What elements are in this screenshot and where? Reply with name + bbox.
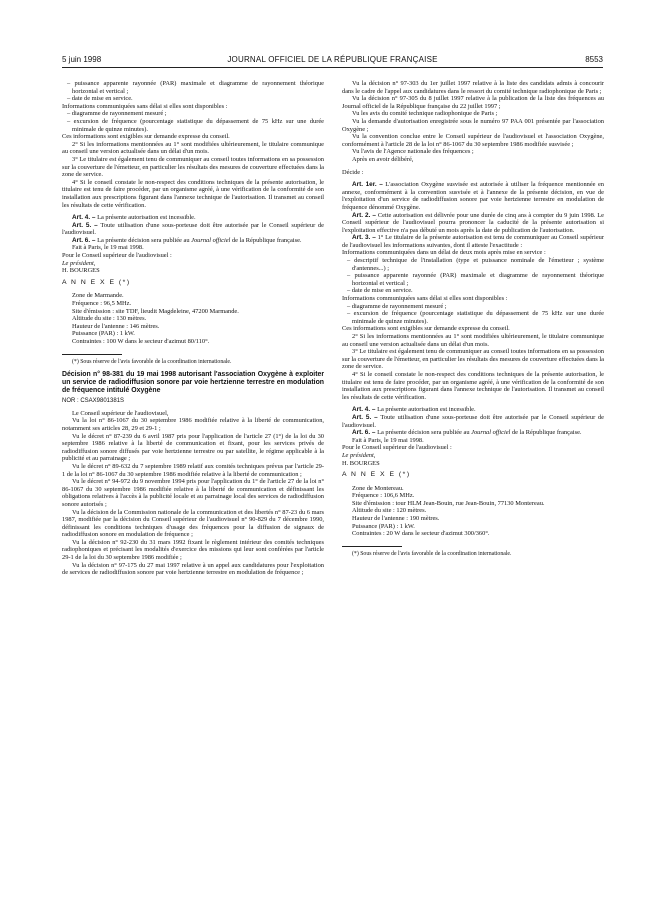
paragraph: Vu le décret n° 94-972 du 9 novembre 1994 pris pour l'application du 1° de l'article 27 de la loi n° 86-1067 du 30 septembre 1986 modifiée relative à la liberté de communication et définissant les obligations relatives à l'accès à la publicité locale et au parrainage local des services de radiodiffusion sonore autorisés ; <box>62 478 324 508</box>
footnote: (*) Sous réserve de l'avis favorable de la coordination internationale. <box>352 550 512 557</box>
paragraph: Vu le décret n° 87-239 du 6 avril 1987 pris pour l'application de l'article 27 (1°) de la loi du 30 septembre 1986 relative à la liberté de communication et fixant, pour les services privés de radiodiffusion sonore diffusés par voie hertzienne terrestre ou par satellite, le régime applicable à la publicité et au parrainage ; <box>62 432 324 463</box>
annexe-line: Puissance (PAR) : 1 kW. <box>72 330 135 338</box>
annexe-line: Hauteur de l'antenne : 146 mètres. <box>72 322 160 330</box>
article-2 <box>342 212 604 235</box>
paragraph: Vu l'avis de l'Agence nationale des fréquences ; <box>352 148 474 156</box>
list-item: – excursion de fréquence (pourcentage statistique du dépassement de 75 kHz sur une durée minimale de quinze minutes). <box>67 117 324 133</box>
paragraph: Vu la décision de la Commission nationale de la communication et des libertés n° 87-23 du 6 mars 1987, modifiée par la décision du Conseil supérieur de l'audiovisuel n° 90-829 du 7 décembre 1990, définissant les conditions techniques d'usage des fréquences pour la diffusion de signaux de radiodiffusion sonore en modulation de fréquence ; <box>62 508 324 539</box>
done-at: Fait à Paris, le 19 mai 1998. <box>352 436 424 444</box>
decide-heading: Décide : <box>342 168 364 176</box>
annexe-line: Zone de Marmande. <box>72 292 124 300</box>
article-label: Art. 4. – <box>72 214 96 222</box>
annexe-line: Puissance (PAR) : 1 kW. <box>352 522 415 530</box>
article-text: La présente décision sera publiée au <box>377 429 472 437</box>
article-6 <box>342 429 604 437</box>
journal-name: Journal officiel <box>471 429 511 437</box>
article-text: de la République française. <box>510 429 582 437</box>
paragraph: Vu le décret n° 89-632 du 7 septembre 1989 relatif aux comités techniques prévus par l'article 29-1 de la loi n° 86-1067 du 30 septembre 1986 modifiée relative à la liberté de communication ; <box>62 462 324 478</box>
annexe-title: A N N E X E (*) <box>342 471 411 479</box>
paragraph: Informations communiquées dans un délai de deux mois après mise en service : <box>342 249 546 257</box>
annexe-line: Contraintes : 100 W dans le secteur d'azimut 80/110°. <box>72 338 210 345</box>
list-item: – puissance apparente rayonnée (PAR) maximale et diagramme de rayonnement théorique horizontal et vertical ; <box>67 80 324 95</box>
header-rule <box>62 67 603 68</box>
annexe-title: A N N E X E (*) <box>62 278 131 286</box>
list-item: – puissance apparente rayonnée (PAR) maximale et diagramme de rayonnement théorique horizontal et vertical ; <box>347 272 604 287</box>
annexe-line: Altitude du site : 130 mètres. <box>72 315 147 323</box>
article-label: Art. 4. – <box>352 406 376 414</box>
paragraph: 3° Le titulaire est également tenu de communiquer au conseil toutes informations en sa possession sur la couverture de l'émetteur, en particulier les résultats des mesures de couverture effectuées dans la zone de service. <box>342 348 604 371</box>
annexe-line: Fréquence : 96,5 MHz. <box>72 300 132 308</box>
list-item: – date de mise en service. <box>347 287 413 295</box>
article-label: Art. 6. – <box>352 429 376 437</box>
paragraph: Ces informations sont exigibles sur demande expresse du conseil. <box>342 325 510 333</box>
paragraph: 4° Si le conseil constate le non-respect des conditions techniques de la présente autorisation, le titulaire est tenu de faire procéder, par un organisme agréé, à une vérification de la conformité de son installation aux prescriptions figurant dans l'annexe technique de l'autorisation. Il transmet au conseil les résultats de cette vérification. <box>342 370 604 401</box>
right-column <box>342 80 604 558</box>
article-text: Cette autorisation est délivrée pour une durée de cinq ans à compter du 9 juin 1998. Le Conseil supérieur de l'audiovisuel pourra prononcer la caducité de la présente autorisation si l'exploitation effective n'a pas débuté un mois après la date de publication de l'autorisation. <box>342 211 604 234</box>
header-page-number: 8553 <box>585 55 603 64</box>
decision-title: Décision n° 98-381 du 19 mai 1998 autorisant l'association Oxygène à exploiter un service de radiodiffusion sonore par voie hertzienne terrestre en modulation de fréquence intitulé Oxygène <box>62 371 324 395</box>
paragraph: Informations communiquées sans délai si elles sont disponibles : <box>342 295 508 303</box>
article-label: Art. 5. – <box>352 413 378 421</box>
paragraph: Le Conseil supérieur de l'audiovisuel, <box>72 409 169 417</box>
annexe-line: Site d'émission : tour HLM Jean-Bouin, rue Jean-Bouin, 77130 Montereau. <box>352 499 545 507</box>
paragraph: Vu la décision n° 97-305 du 8 juillet 1997 relative à la publication de la liste des fréquences au Journal officiel de la République française du 22 juillet 1997 ; <box>342 95 604 110</box>
signature-for: Pour le Conseil supérieur de l'audiovisuel : <box>342 444 452 452</box>
journal-name: Journal officiel <box>191 236 231 244</box>
signature-for: Pour le Conseil supérieur de l'audiovisuel : <box>62 252 172 260</box>
paragraph: Vu la décision n° 97-303 du 1er juillet 1997 relative à la liste des candidats admis à concourir dans le cadre de l'appel aux candidatures dans le ressort du comité technique radiophonique de Paris ; <box>342 80 604 95</box>
list-item: – descriptif technique de l'installation (type et puissance nominale de l'émetteur ; système d'antennes...) ; <box>347 257 604 272</box>
article-label: Art. 2. – <box>352 211 376 219</box>
paragraph: Vu les avis du comité technique radiophonique de Paris ; <box>352 110 498 118</box>
header-date: 5 juin 1998 <box>62 55 102 64</box>
footnote: (*) Sous réserve de l'avis favorable de la coordination internationale. <box>72 358 232 365</box>
list-item: – excursion de fréquence (pourcentage statistique du dépassement de 75 kHz sur une durée minimale de quinze minutes). <box>347 310 604 325</box>
footnote-rule <box>342 546 402 547</box>
article-text: La présente autorisation est incessible. <box>97 214 196 222</box>
article-text: de la République française. <box>230 236 302 244</box>
annexe-line: Fréquence : 106,6 MHz. <box>352 492 415 500</box>
annexe-line: Zone de Montereau. <box>352 484 404 492</box>
article-text: La présente autorisation est incessible. <box>377 406 476 414</box>
signature-title <box>62 260 324 268</box>
annexe-line: Altitude du site : 120 mètres. <box>352 507 427 515</box>
article-text: La présente décision sera publiée au <box>97 236 192 244</box>
paragraph: Informations communiquées sans délai si elles sont disponibles : <box>62 102 228 110</box>
article-4 <box>62 214 324 222</box>
signature-title-text: Le président, <box>342 451 376 459</box>
article-label: Art. 5. – <box>72 221 98 229</box>
paragraph: 2° Si les informations mentionnées au 1° sont modifiées ultérieurement, le titulaire communique au conseil une version actualisée dans un délai d'un mois. <box>342 333 604 348</box>
paragraph: Après en avoir délibéré, <box>352 155 414 163</box>
paragraph: Vu la convention conclue entre le Conseil supérieur de l'audiovisuel et l'association Oxygène, conformément à l'article 28 de la loi n° 86-1067 du 30 septembre 1986 modifiée susvisée ; <box>342 133 604 148</box>
footnote-rule <box>62 354 122 355</box>
article-5 <box>342 414 604 429</box>
paragraph: Vu la décision n° 92-230 du 31 mars 1992 fixant le règlement intérieur des comités techniques radiophoniques et précisant les modalités d'exercice des missions qui leur sont conférées par l'article 29-1 de la loi du 30 septembre 1986 modifiée ; <box>62 538 324 562</box>
article-4 <box>342 406 604 414</box>
done-at: Fait à Paris, le 19 mai 1998. <box>72 244 144 252</box>
article-label: Art. 1er. – <box>352 181 383 189</box>
annexe-line: Contraintes : 20 W dans le secteur d'azimut 300/360°. <box>352 530 490 538</box>
signature-title-text: Le président, <box>62 259 96 267</box>
article-5 <box>62 222 324 237</box>
paragraph: 4° Si le conseil constate le non-respect des conditions techniques de la présente autorisation, le titulaire est tenu de faire procéder, par un organisme agréé, à une vérification de la conformité de son installation aux prescriptions figurant dans l'annexe technique de l'autorisation. Il transmet au conseil les résultats de cette vérification. <box>62 178 324 209</box>
nor-reference: NOR : CSAX9801381S <box>62 398 125 405</box>
article-label: Art. 6. – <box>72 236 96 244</box>
left-column <box>62 80 324 577</box>
list-item: – date de mise en service. <box>67 95 133 103</box>
signature-name: H. BOURGES <box>62 267 100 275</box>
article-3 <box>342 234 604 249</box>
list-item: – diagramme de rayonnement mesuré ; <box>67 110 167 118</box>
signature-title <box>342 452 604 460</box>
paragraph: Ces informations sont exigibles sur demande expresse du conseil. <box>62 133 230 141</box>
signature-name: H. BOURGES <box>342 459 380 467</box>
annexe-line: Site d'émission : site TDF, lieudit Magdeleine, 47200 Marmande. <box>72 307 239 315</box>
article-1 <box>342 181 604 211</box>
article-text: 1° Le titulaire de la présente autorisation est tenu de communiquer au Conseil supérieur de l'audiovisuel les informations suivantes, dont il atteste l'exactitude : <box>342 234 604 249</box>
annexe-line: Hauteur de l'antenne : 190 mètres. <box>352 515 440 523</box>
list-item: – diagramme de rayonnement mesuré ; <box>347 302 447 310</box>
article-6 <box>62 237 324 245</box>
article-label: Art. 3. – <box>352 234 376 242</box>
article-text: L'association Oxygène susvisée est autorisée à utiliser la fréquence mentionnée en annexe, conformément à la convention susvisée et à l'annexe de la présente décision, en vue de l'exploitation d'un service de radiodiffusion sonore par voie hertzienne terrestre en modulation de fréquence dénommé Oxygène. <box>342 181 604 211</box>
header-journal-title: JOURNAL OFFICIEL DE LA RÉPUBLIQUE FRANÇAISE <box>227 55 438 64</box>
paragraph: Vu la décision n° 97-175 du 27 mai 1997 relative à un appel aux candidatures pour l'exploitation de services de radiodiffusion sonore par voie hertzienne terrestre en modulation de fréquence ; <box>62 561 324 577</box>
paragraph: Vu la demande d'autorisation enregistrée sous le numéro 97 PAA 001 présentée par l'association Oxygène ; <box>342 117 604 133</box>
paragraph: Vu la loi n° 86-1067 du 30 septembre 1986 modifiée relative à la liberté de communication, notamment ses articles 28, 29 et 29-1 ; <box>62 417 324 432</box>
article-text: Toute utilisation d'une sous-porteuse doit être autorisée par le Conseil supérieur de l'audiovisuel. <box>62 221 324 237</box>
paragraph: 2° Si les informations mentionnées au 1° sont modifiées ultérieurement, le titulaire communique au conseil une version actualisée dans un délai d'un mois. <box>62 140 324 156</box>
paragraph: 3° Le titulaire est également tenu de communiquer au conseil toutes informations en sa possession sur la couverture de l'émetteur, en particulier les résultats des mesures de couverture effectuées dans la zone de service. <box>62 155 324 179</box>
article-text: Toute utilisation d'une sous-porteuse doit être autorisée par le Conseil supérieur de l'audiovisuel. <box>342 413 604 429</box>
